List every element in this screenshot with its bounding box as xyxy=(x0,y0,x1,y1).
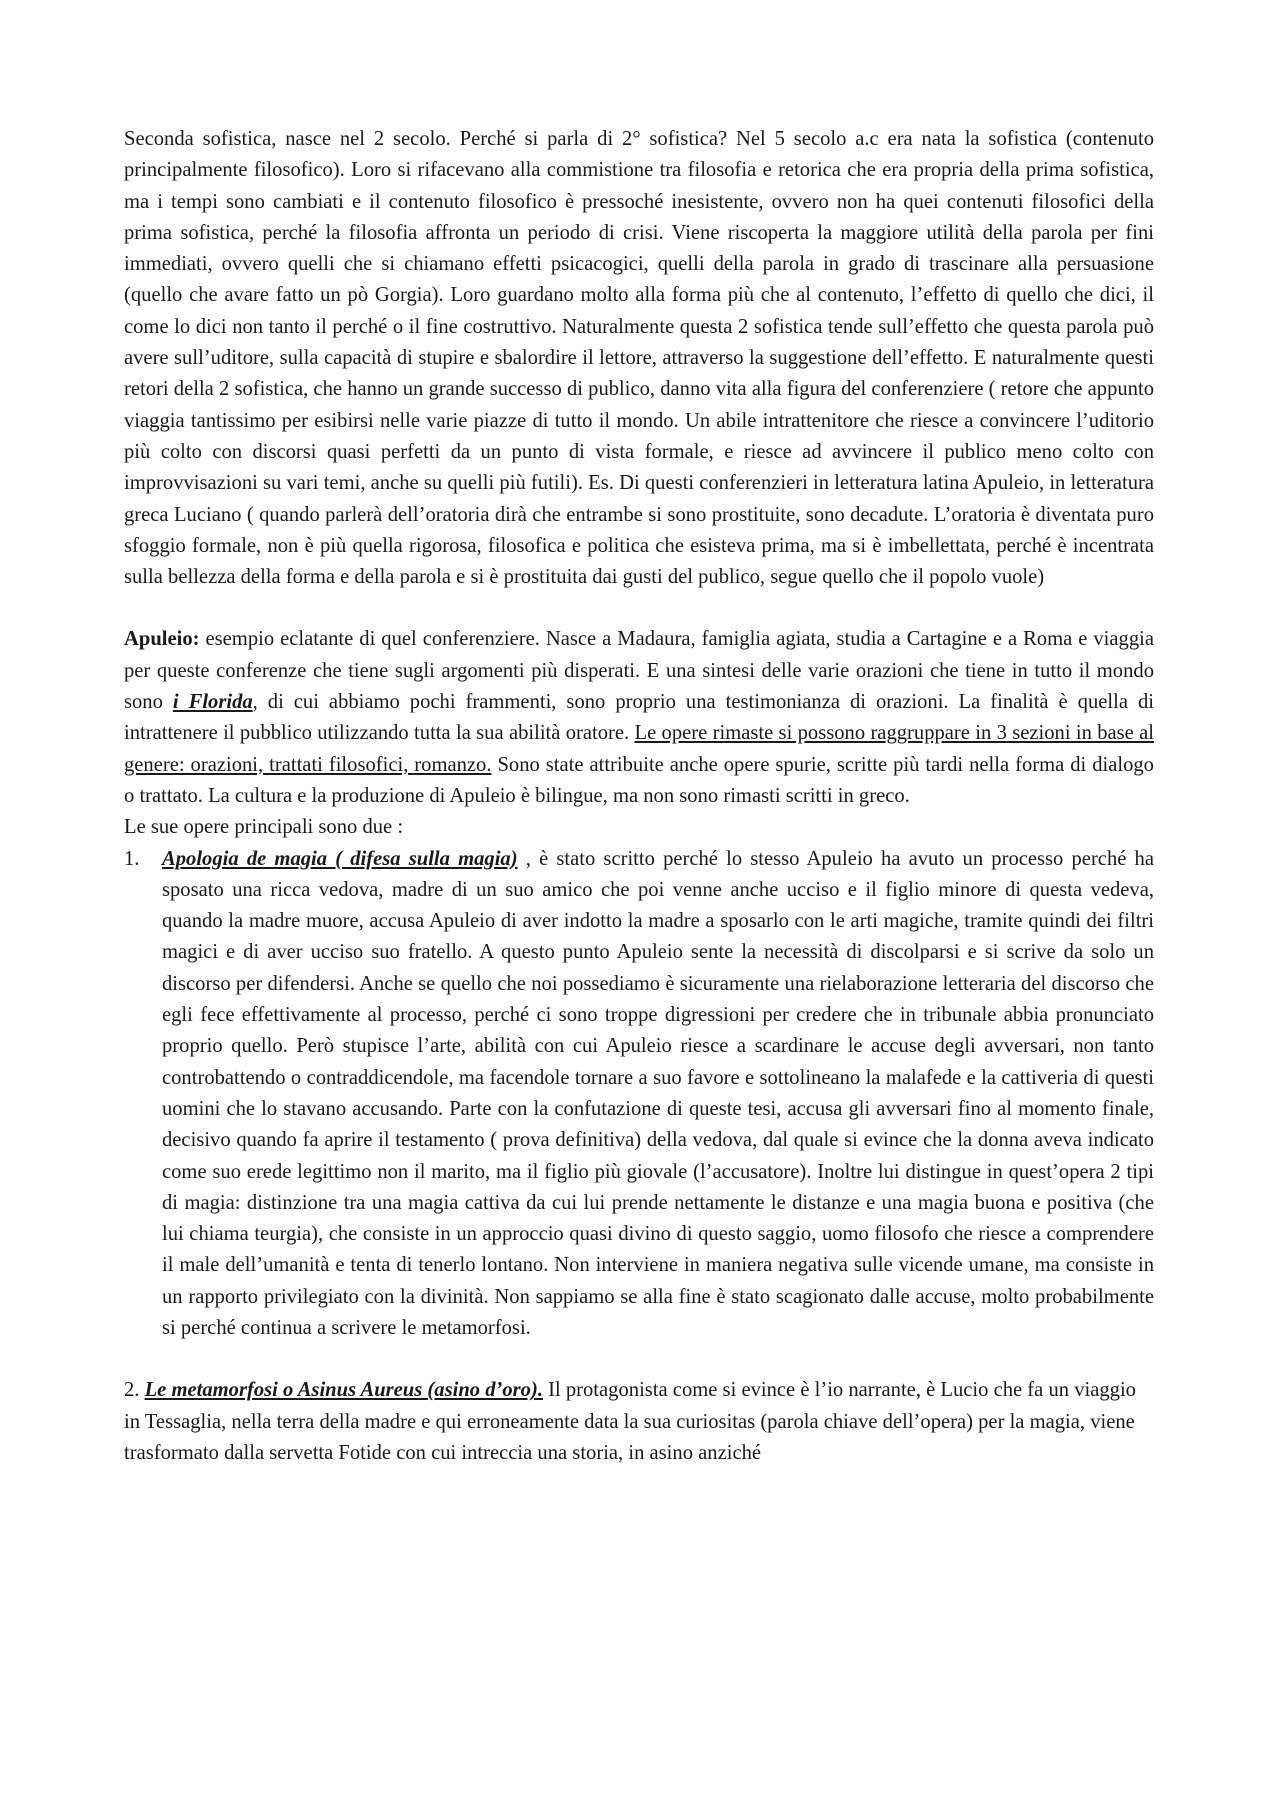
apuleio-text-a: esempio eclatante di quel conferenziere. Nasce a Madaura, famiglia agiata, studia a Cartagine e a Roma e viaggia per queste conferenze che tiene sugli argomenti più disperati. E una sintesi delle varie orazioni che tiene in tutto il mondo sono xyxy=(124,628,1154,714)
paragraph-gap xyxy=(124,1344,1154,1375)
apologia-title: Apologia de magia ( difesa sulla magia) xyxy=(162,847,518,870)
metamorfosi-title: Le metamorfosi o Asinus Aureus (asino d’oro). xyxy=(144,1379,543,1402)
apuleio-text-b: , di cui abbiamo pochi frammenti, sono proprio una testimonianza di orazioni. La finalità è quella di intrattenere il pubblico utilizzando tutta la sua abilità oratore. xyxy=(124,691,1154,745)
paragraph-gap xyxy=(124,593,1154,624)
paragraph-metamorfosi xyxy=(124,1375,1154,1469)
list-number: 2. xyxy=(124,1379,145,1402)
list-item-apologia xyxy=(124,844,1154,1345)
florida-title: i Florida xyxy=(172,691,253,714)
paragraph-opere-principali: Le sue opere principali sono due : xyxy=(124,816,404,839)
apologia-text: , è stato scritto perché lo stesso Apuleio ha avuto un processo perché ha sposato una ricca vedova, madre di un suo amico che poi venne anche ucciso e il figlio minore di questa vedeva, quando la madre muore, accusa Apuleio di aver indotto la madre a sposarlo con le arti magiche, tramite quindi dei filtri magici e di aver ucciso suo fratello. A questo punto Apuleio sente la necessità di discolparsi e si scrive da solo un discorso per difendersi. Anche se quello che noi possediamo è sicuramente una rielaborazione letteraria del discorso che egli fece effettivamente al processo, perché ci sono troppe digressioni per credere che in tribunale abbia pronunciato proprio quello. Però stupisce l’arte, abilità con cui Apuleio riesce a scardinare le accuse degli avversari, non tanto controbattendo o contraddicendole, ma facendole tornare a suo favore e sottolineano la malafede e la cattiveria di questi uomini che lo stavano accusando. Parte con la confutazione di queste tesi, accusa gli avversari fino al momento finale, decisivo quando fa aprire il testamento ( prova definitiva) della vedova, dal quale si evince che la donna aveva indicato come suo erede legittimo non il marito, ma il figlio più giovale (l’accusatore). Inoltre lui distingue in quest’opera 2 tipi di magia: distinzione tra una magia cattiva da cui lui prende nettamente le distanze e una magia buona e positiva (che lui chiama teurgia), che consiste in un approccio quasi divino di questo saggio, uomo filosofo che riesce a comprendere il male dell’umanità e tenta di tenerlo lontano. Non interviene in maniera negativa sulle vicende umane, ma consiste in un rapporto privilegiato con la divinità. Non sappiamo se alla fine è stato scagionato dalle accuse, molto probabilmente si perché continua a scrivere le metamorfosi. xyxy=(162,847,1154,1339)
paragraph-seconda-sofistica: Seconda sofistica, nasce nel 2 secolo. Perché si parla di 2° sofistica? Nel 5 secolo a.c era nata la sofistica (contenuto principalmente filosofico). Loro si rifacevano alla commistione tra filosofia e retorica che era propria della prima sofistica, ma i tempi sono cambiati e il contenuto filosofico è pressoché inesistente, ovvero non ha quei contenuti filosofici della prima sofistica, perché la filosofia affronta un periodo di crisi. Viene riscoperta la maggiore utilità della parola per fini immediati, ovvero quelli che si chiamano effetti psicacogici, quelli della parola in grado di trascinare alla persuasione (quello che avare fatto un pò Gorgia). Loro guardano molto alla forma più che al contenuto, l’effetto di quello che dici, il come lo dici non tanto il perché o il fine costruttivo. Naturalmente questa 2 sofistica tende sull’effetto che questa parola può avere sull’uditore, sulla capacità di stupire e sbalordire il lettore, attraverso la suggestione dell’effetto. E naturalmente questi retori della 2 sofistica, che hanno un grande successo di publico, danno vita alla figura del conferenziere ( retore che appunto viaggia tantissimo per esibirsi nelle varie piazze di tutto il mondo. Un abile intrattenitore che riesce a convincere l’uditorio più colto con discorsi quasi perfetti da un punto di vista formale, e riesce ad avvincere il publico meno colto con improvvisazioni su vari temi, anche su quelli più futili). Es. Di questi conferenzieri in letteratura latina Apuleio, in letteratura greca Luciano ( quando parlerà dell’oratoria dirà che entrambe si sono prostituite, sono decadute. L’oratoria è diventata puro sfoggio formale, non è più quella rigorosa, filosofica e politica che esisteva prima, ma si è imbellettata, perché è incentrata sulla bellezza della forma e della parola e si è prostituita dai gusti del publico, segue quello che il popolo vuole) xyxy=(124,128,1154,589)
apuleio-heading: Apuleio: xyxy=(124,628,200,651)
apuleio-text-c: Sono state attribuite anche opere spurie, scritte più tardi nella forma di dialogo o trattato. La cultura e la produzione di Apuleio è bilingue, ma non sono rimasti scritti in greco. xyxy=(124,753,1154,807)
list-number: 1. xyxy=(124,847,140,870)
apuleio-underlined-sentence: Le opere rimaste si possono raggruppare in 3 sezioni in base al genere: orazioni, trattati filosofici, romanzo. xyxy=(124,722,1154,776)
paragraph-apuleio xyxy=(124,624,1154,812)
metamorfosi-text: Il protagonista come si evince è l’io narrante, è Lucio che fa un viaggio in Tessaglia, nella terra della madre e qui erroneamente data la sua curiositas (parola chiave dell’opera) per la magia, viene trasformato dalla servetta Fotide con cui intreccia una storia, in asino anziché xyxy=(124,1379,1136,1464)
